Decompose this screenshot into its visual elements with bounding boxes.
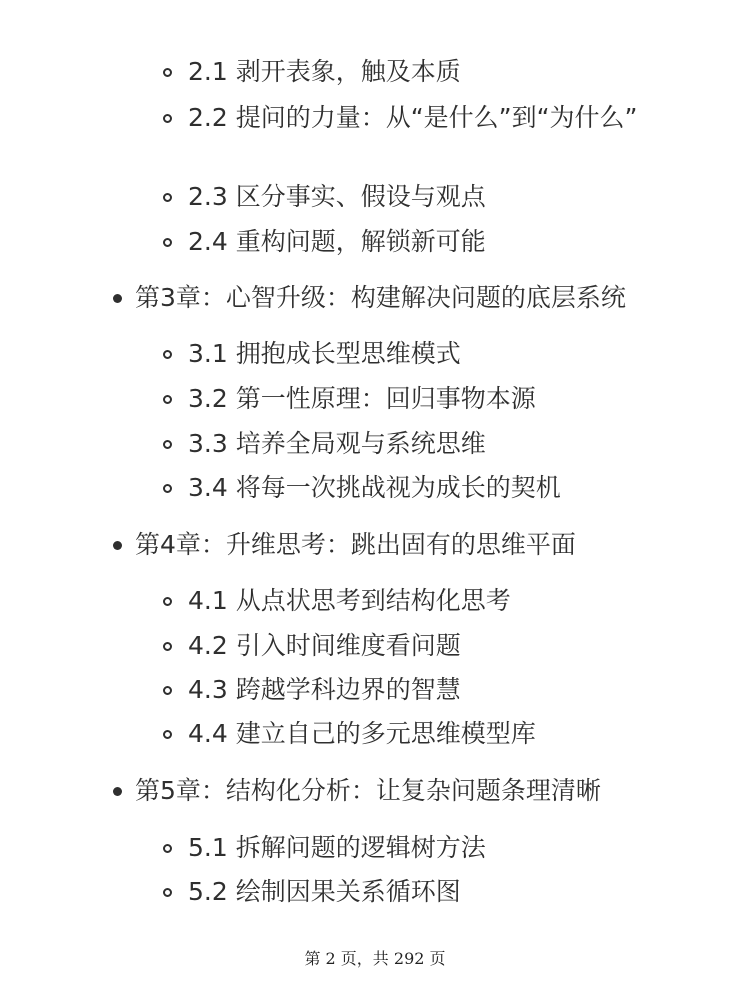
filled-bullet-icon	[113, 541, 122, 550]
toc-chapter-4[interactable]: 第4章：升维思考：跳出固有的思维平面	[113, 525, 576, 565]
hollow-bullet-icon	[163, 395, 172, 404]
toc-entry-2-4[interactable]: 2.4 重构问题，解锁新可能	[163, 222, 486, 262]
hollow-bullet-icon	[163, 114, 172, 123]
filled-bullet-icon	[113, 787, 122, 796]
hollow-bullet-icon	[163, 642, 172, 651]
hollow-bullet-icon	[163, 888, 172, 897]
toc-entry-4-2[interactable]: 4.2 引入时间维度看问题	[163, 626, 461, 666]
toc-entry-2-3[interactable]: 2.3 区分事实、假设与观点	[163, 177, 486, 217]
toc-entry-4-4[interactable]: 4.4 建立自己的多元思维模型库	[163, 714, 536, 754]
hollow-bullet-icon	[163, 350, 172, 359]
hollow-bullet-icon	[163, 193, 172, 202]
hollow-bullet-icon	[163, 844, 172, 853]
filled-bullet-icon	[113, 294, 122, 303]
hollow-bullet-icon	[163, 730, 172, 739]
hollow-bullet-icon	[163, 68, 172, 77]
page-number-footer: 第 2 页，共 292 页	[304, 949, 446, 968]
toc-entry-3-2[interactable]: 3.2 第一性原理：回归事物本源	[163, 379, 536, 419]
hollow-bullet-icon	[163, 597, 172, 606]
toc-entry-4-3[interactable]: 4.3 跨越学科边界的智慧	[163, 670, 461, 710]
hollow-bullet-icon	[163, 484, 172, 493]
toc-chapter-5[interactable]: 第5章：结构化分析：让复杂问题条理清晰	[113, 771, 601, 811]
toc-entry-5-2[interactable]: 5.2 绘制因果关系循环图	[163, 872, 461, 912]
toc-entry-3-3[interactable]: 3.3 培养全局观与系统思维	[163, 424, 486, 464]
hollow-bullet-icon	[163, 238, 172, 247]
toc-entry-2-1[interactable]: 2.1 剥开表象，触及本质	[163, 52, 461, 92]
toc-entry-5-1[interactable]: 5.1 拆解问题的逻辑树方法	[163, 828, 486, 868]
hollow-bullet-icon	[163, 440, 172, 449]
toc-entry-3-4[interactable]: 3.4 将每一次挑战视为成长的契机	[163, 468, 561, 508]
toc-chapter-3[interactable]: 第3章：心智升级：构建解决问题的底层系统	[113, 278, 626, 318]
toc-entry-2-2[interactable]: 2.2 提问的力量：从“是什么”到“为什么”	[163, 98, 678, 138]
toc-entry-3-1[interactable]: 3.1 拥抱成长型思维模式	[163, 334, 461, 374]
hollow-bullet-icon	[163, 686, 172, 695]
toc-entry-4-1[interactable]: 4.1 从点状思考到结构化思考	[163, 581, 511, 621]
